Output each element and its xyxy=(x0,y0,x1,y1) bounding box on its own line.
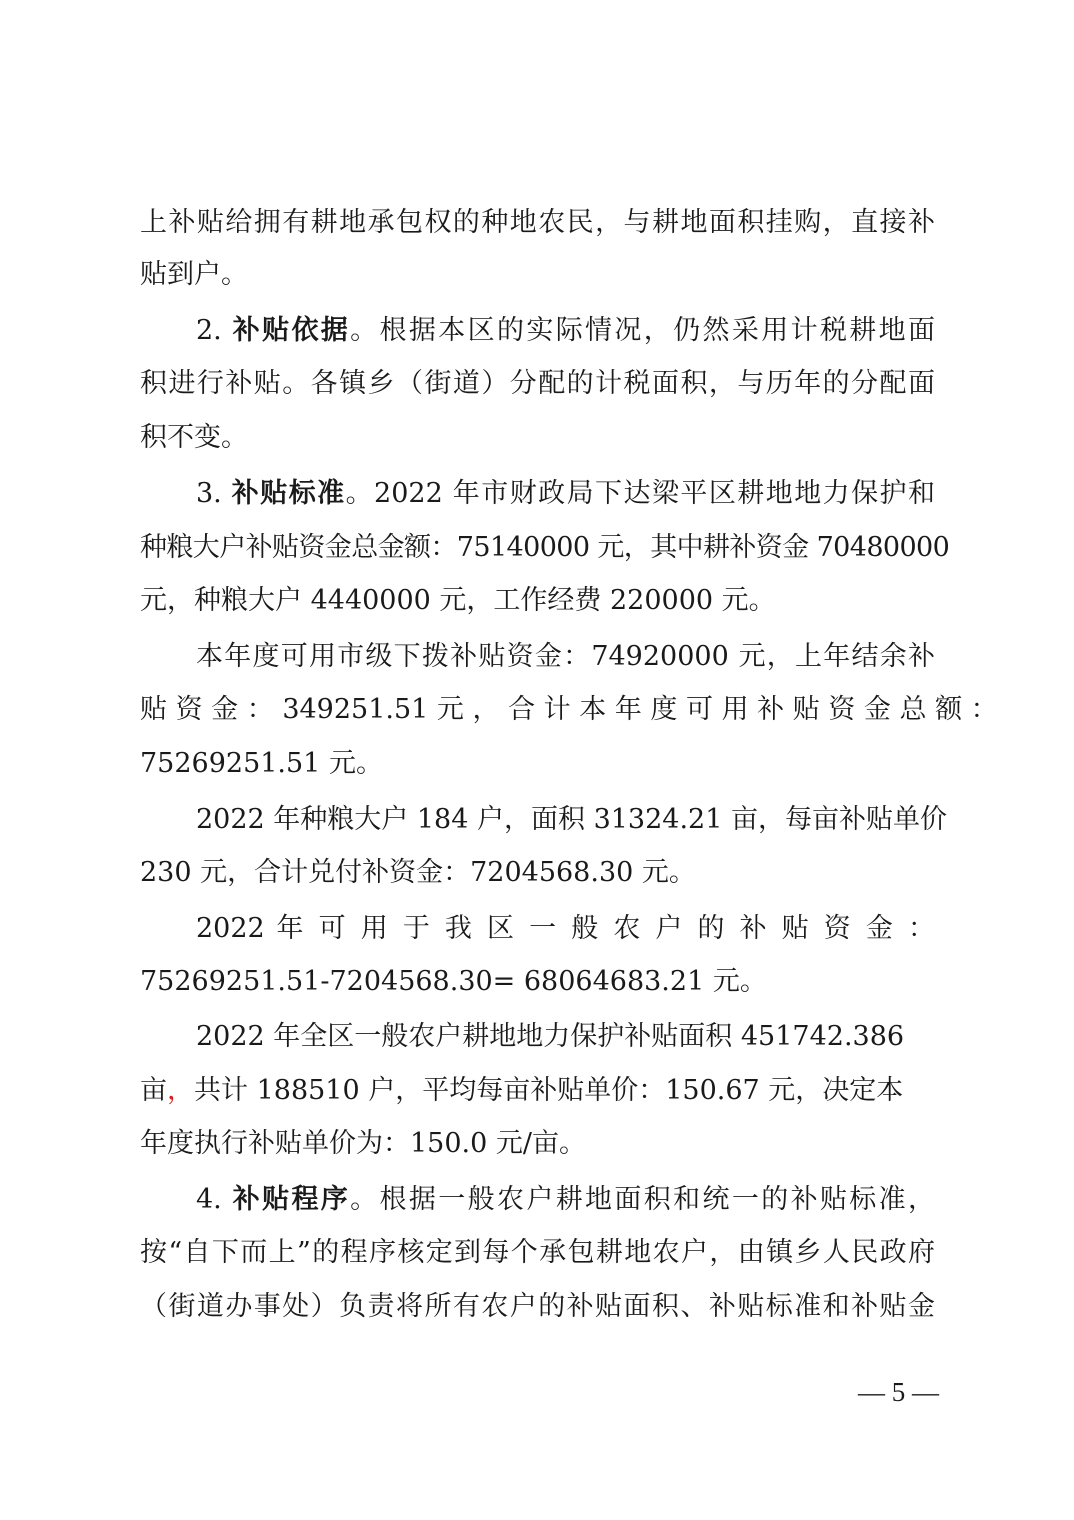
paragraph-line: 230 元，合计兑付补资金：7204568.30 元。 xyxy=(140,857,696,888)
highlighted-comma: ， xyxy=(167,1075,194,1106)
item-number: 3. xyxy=(196,478,232,509)
paragraph-line: 种粮大户补贴资金总金额：75140000 元，其中耕补资金 70480000 xyxy=(140,532,950,563)
paragraph-line: 2022 年种粮大户 184 户，面积 31324.21 亩，每亩补贴单价 xyxy=(196,804,947,835)
paragraph-line: 贴到户。 xyxy=(140,259,248,290)
paragraph-line: （街道办事处）负责将所有农户的补贴面积、补贴标准和补贴金 xyxy=(140,1291,935,1322)
paragraph-line: 75269251.51-7204568.30= 68064683.21 元。 xyxy=(140,966,767,997)
paragraph-line: 上补贴给拥有耕地承包权的种地农民，与耕地面积挂购，直接补 xyxy=(140,207,935,238)
paragraph-line: 积进行补贴。各镇乡（街道）分配的计税面积，与历年的分配面 xyxy=(140,368,935,399)
paragraph-line xyxy=(196,474,935,514)
section-heading: 补贴依据 xyxy=(232,315,351,346)
paragraph-line xyxy=(196,1180,935,1220)
paragraph-line xyxy=(196,311,935,351)
paragraph-text: 共计 188510 户，平均每亩补贴单价：150.67 元，决定本 xyxy=(194,1075,904,1106)
paragraph-line: 贴 资 金 ： 349251.51 元 ， 合 计 本 年 度 可 用 补 贴 资 金 总 额 ： xyxy=(140,694,998,725)
paragraph-line xyxy=(140,1071,935,1111)
section-heading: 补贴程序 xyxy=(232,1184,351,1215)
section-heading: 补贴标准 xyxy=(231,478,346,509)
paragraph-line: 本年度可用市级下拨补贴资金：74920000 元，上年结余补 xyxy=(196,641,935,672)
page-number: — 5 — xyxy=(858,1377,939,1407)
paragraph-text: 。2022 年市财政局下达梁平区耕地地力保护和 xyxy=(345,478,936,509)
paragraph-line: 75269251.51 元。 xyxy=(140,748,383,779)
item-number: 4. xyxy=(196,1184,233,1215)
paragraph-line: 年度执行补贴单价为：150.0 元/亩。 xyxy=(140,1128,586,1159)
paragraph-line: 积不变。 xyxy=(140,422,248,453)
paragraph-line: 2022 年全区一般农户耕地地力保护补贴面积 451742.386 xyxy=(196,1021,905,1052)
item-number: 2. xyxy=(196,315,233,346)
paragraph-text: 。根据一般农户耕地面积和统一的补贴标准， xyxy=(350,1184,936,1215)
paragraph-text: 。根据本区的实际情况，仍然采用计税耕地面 xyxy=(350,315,936,346)
paragraph-text: 亩 xyxy=(140,1075,167,1106)
paragraph-line: 元，种粮大户 4440000 元，工作经费 220000 元。 xyxy=(140,585,776,616)
paragraph-line: 按“自下而上”的程序核定到每个承包耕地农户，由镇乡人民政府 xyxy=(140,1237,935,1268)
paragraph-line: 2022 年 可 用 于 我 区 一 般 农 户 的 补 贴 资 金 ： xyxy=(196,913,935,944)
